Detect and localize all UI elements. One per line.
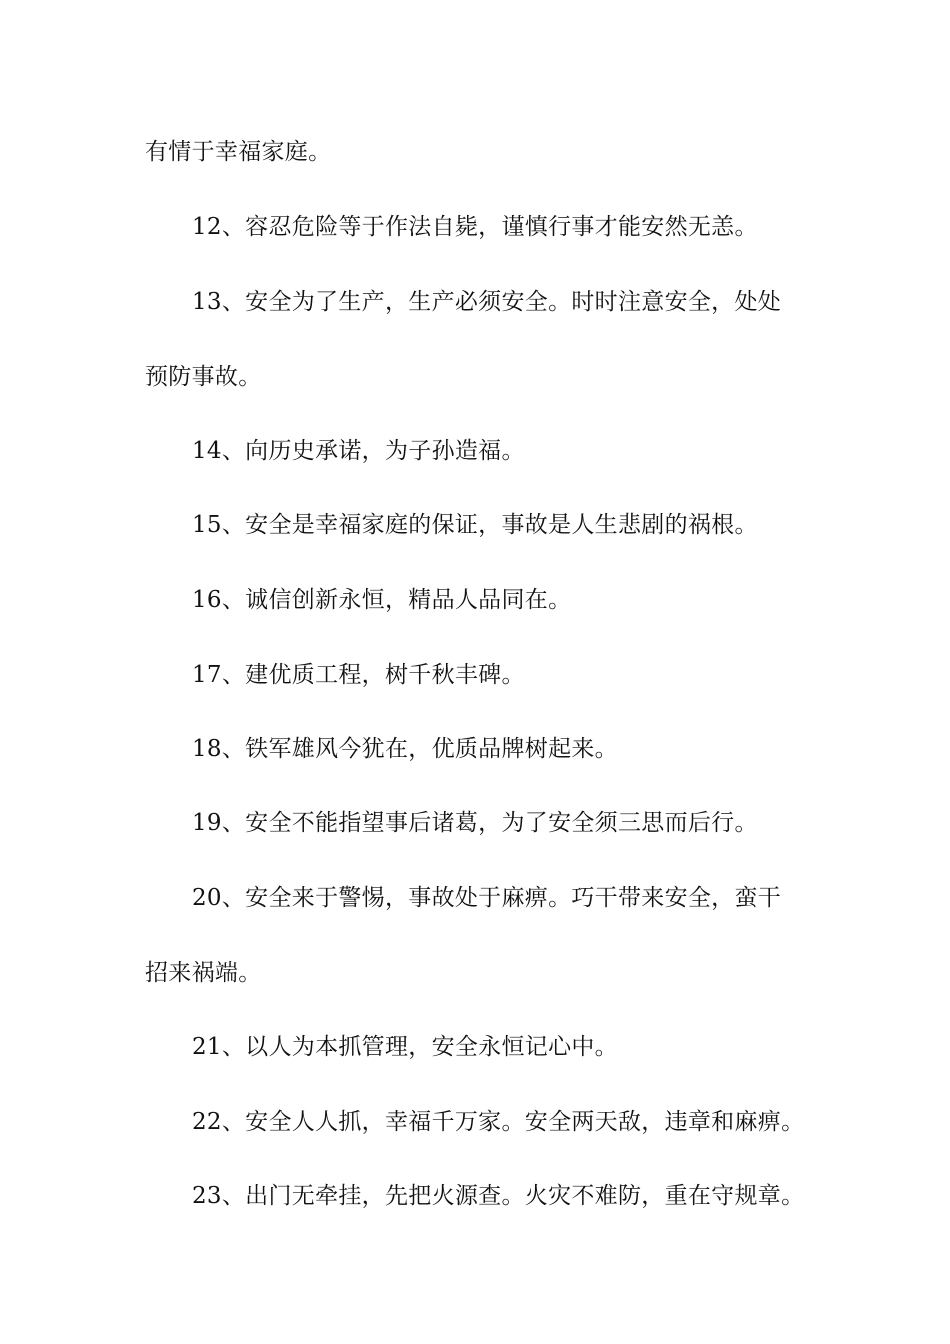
slogan-item-13: 13、安全为了生产，生产必须安全。时时注意安全，处处 bbox=[192, 289, 782, 315]
slogan-item-20: 20、安全来于警惕，事故处于麻痹。巧干带来安全，蛮干 bbox=[192, 885, 782, 911]
slogan-item-21: 21、以人为本抓管理，安全永恒记心中。 bbox=[192, 1034, 618, 1060]
text-line-continuation: 招来祸端。 bbox=[145, 960, 262, 986]
slogan-item-15: 15、安全是幸福家庭的保证，事故是人生悲剧的祸根。 bbox=[192, 512, 758, 538]
slogan-item-18: 18、铁军雄风今犹在，优质品牌树起来。 bbox=[192, 736, 618, 762]
slogan-item-23: 23、出门无牵挂，先把火源查。火灾不难防，重在守规章。 bbox=[192, 1183, 805, 1209]
slogan-item-17: 17、建优质工程，树千秋丰碑。 bbox=[192, 662, 525, 688]
text-line-continuation: 有情于幸福家庭。 bbox=[145, 139, 332, 165]
slogan-item-19: 19、安全不能指望事后诸葛，为了安全须三思而后行。 bbox=[192, 810, 758, 836]
slogan-item-14: 14、向历史承诺，为子孙造福。 bbox=[192, 438, 525, 464]
slogan-item-16: 16、诚信创新永恒，精品人品同在。 bbox=[192, 587, 572, 613]
text-line-continuation: 预防事故。 bbox=[145, 364, 262, 390]
slogan-item-12: 12、容忍危险等于作法自毙，谨慎行事才能安然无恙。 bbox=[192, 214, 758, 240]
slogan-item-22: 22、安全人人抓，幸福千万家。安全两天敌，违章和麻痹。 bbox=[192, 1109, 805, 1135]
